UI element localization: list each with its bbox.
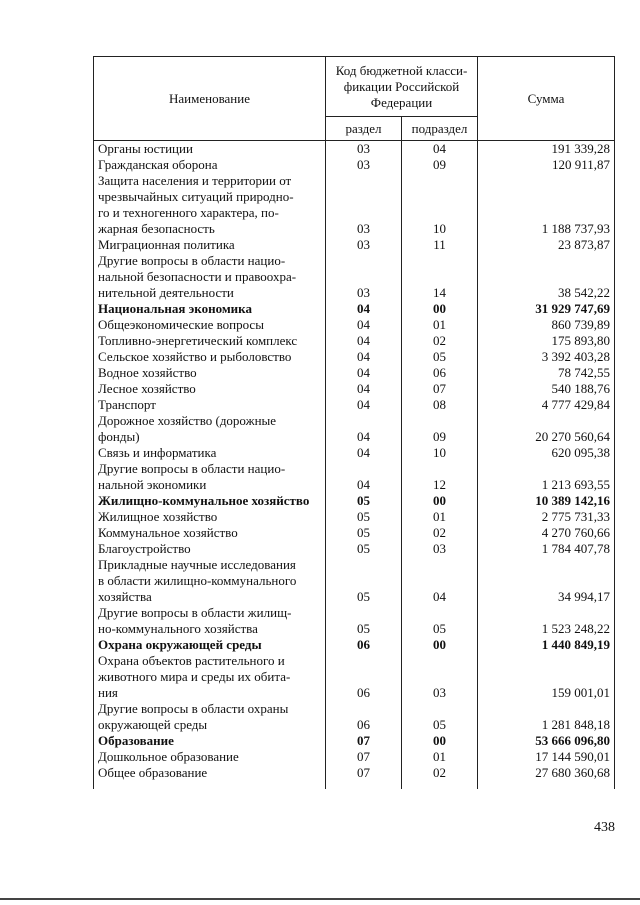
row-subsection: 01 xyxy=(402,317,478,333)
row-sum: 1 440 849,19 xyxy=(478,637,615,653)
row-name-line: Сельское хозяйство и рыболовство xyxy=(98,349,292,364)
row-section: 04 xyxy=(326,365,402,381)
row-name xyxy=(94,317,326,333)
row-section: 03 xyxy=(326,253,402,301)
row-name-line: Водное хозяйство xyxy=(98,365,197,380)
row-name-line: Лесное хозяйство xyxy=(98,381,196,396)
row-name xyxy=(94,653,326,701)
table-row xyxy=(94,253,615,301)
row-subsection: 05 xyxy=(402,701,478,733)
row-name-line: ния xyxy=(98,685,118,700)
row-subsection: 04 xyxy=(402,141,478,158)
row-subsection: 02 xyxy=(402,333,478,349)
row-name-line: Миграционная политика xyxy=(98,237,235,252)
row-name-line: Жилищно-коммунальное хозяйство xyxy=(98,493,310,508)
row-name xyxy=(94,141,326,158)
row-name xyxy=(94,541,326,557)
row-name xyxy=(94,333,326,349)
row-name-line: Другие вопросы в области охраны xyxy=(98,701,289,716)
row-section: 06 xyxy=(326,637,402,653)
row-subsection: 03 xyxy=(402,541,478,557)
row-name-line: Коммунальное хозяйство xyxy=(98,525,238,540)
table-row xyxy=(94,557,615,605)
row-name-line: Жилищное хозяйство xyxy=(98,509,218,524)
row-section: 05 xyxy=(326,509,402,525)
row-sum: 23 873,87 xyxy=(478,237,615,253)
header-code-line: фикации Российской xyxy=(343,78,460,94)
table-row xyxy=(94,541,615,557)
row-name xyxy=(94,637,326,653)
table-row xyxy=(94,461,615,493)
table-row xyxy=(94,301,615,317)
row-name xyxy=(94,701,326,733)
row-subsection: 04 xyxy=(402,557,478,605)
row-subsection: 07 xyxy=(402,381,478,397)
table-row xyxy=(94,173,615,237)
row-name-line: Транспорт xyxy=(98,397,156,412)
row-name-line: Защита населения и территории от xyxy=(98,173,292,188)
row-sum: 1 523 248,22 xyxy=(478,605,615,637)
row-name-line: фонды) xyxy=(98,429,140,444)
table-row xyxy=(94,237,615,253)
row-sum: 31 929 747,69 xyxy=(478,301,615,317)
row-subsection: 01 xyxy=(402,749,478,765)
row-name-line: Другие вопросы в области жилищ- xyxy=(98,605,292,620)
row-name-line: Общеэкономические вопросы xyxy=(98,317,264,332)
row-subsection: 00 xyxy=(402,733,478,749)
row-subsection: 02 xyxy=(402,525,478,541)
row-name-line: Охрана объектов растительного и xyxy=(98,653,285,668)
row-sum: 860 739,89 xyxy=(478,317,615,333)
row-name-line: окружающей среды xyxy=(98,717,208,732)
row-sum: 1 213 693,55 xyxy=(478,461,615,493)
row-name-line: Охрана окружающей среды xyxy=(98,637,262,652)
table-row xyxy=(94,141,615,158)
row-subsection: 05 xyxy=(402,349,478,365)
table-row xyxy=(94,509,615,525)
row-section: 05 xyxy=(326,605,402,637)
row-section: 05 xyxy=(326,493,402,509)
row-name xyxy=(94,173,326,237)
row-subsection: 06 xyxy=(402,365,478,381)
row-subsection: 09 xyxy=(402,413,478,445)
row-name-line: нительной деятельности xyxy=(98,285,234,300)
row-sum: 53 666 096,80 xyxy=(478,733,615,749)
row-name xyxy=(94,301,326,317)
row-name xyxy=(94,557,326,605)
row-section: 04 xyxy=(326,317,402,333)
table-row xyxy=(94,653,615,701)
row-name-line: Прикладные научные исследования xyxy=(98,557,296,572)
row-section: 04 xyxy=(326,381,402,397)
row-sum: 191 339,28 xyxy=(478,141,615,158)
row-sum: 17 144 590,01 xyxy=(478,749,615,765)
row-name-line: нальной безопасности и правоохра- xyxy=(98,269,297,284)
table-row xyxy=(94,765,615,781)
row-section: 04 xyxy=(326,445,402,461)
budget-table xyxy=(93,56,615,789)
row-name-line: Органы юстиции xyxy=(98,141,193,156)
row-name-line: в области жилищно-коммунального xyxy=(98,573,297,588)
row-sum: 3 392 403,28 xyxy=(478,349,615,365)
row-name xyxy=(94,493,326,509)
table-row xyxy=(94,445,615,461)
row-name xyxy=(94,365,326,381)
row-name xyxy=(94,765,326,781)
row-name xyxy=(94,525,326,541)
row-sum: 540 188,76 xyxy=(478,381,615,397)
table-row xyxy=(94,317,615,333)
row-section: 04 xyxy=(326,349,402,365)
row-subsection: 00 xyxy=(402,637,478,653)
table-row xyxy=(94,381,615,397)
row-name-line: Благоустройство xyxy=(98,541,191,556)
row-name-line: хозяйства xyxy=(98,589,152,604)
row-sum: 1 281 848,18 xyxy=(478,701,615,733)
spacer-cell xyxy=(94,781,326,789)
row-name xyxy=(94,157,326,173)
row-name-line: Дорожное хозяйство (дорожные xyxy=(98,413,277,428)
row-subsection: 09 xyxy=(402,157,478,173)
row-section: 07 xyxy=(326,749,402,765)
row-sum: 4 270 760,66 xyxy=(478,525,615,541)
row-name xyxy=(94,445,326,461)
table-row xyxy=(94,701,615,733)
row-sum: 38 542,22 xyxy=(478,253,615,301)
table-row xyxy=(94,365,615,381)
row-section: 04 xyxy=(326,301,402,317)
row-name-line: нальной экономики xyxy=(98,477,207,492)
row-name-line: Топливно-энергетический комплекс xyxy=(98,333,298,348)
table-row xyxy=(94,749,615,765)
row-sum: 27 680 360,68 xyxy=(478,765,615,781)
row-sum: 1 784 407,78 xyxy=(478,541,615,557)
row-sum: 1 188 737,93 xyxy=(478,173,615,237)
header-sum: Сумма xyxy=(478,57,615,141)
row-section: 06 xyxy=(326,701,402,733)
table-row xyxy=(94,157,615,173)
row-name xyxy=(94,413,326,445)
header-code-line: Федерации xyxy=(370,94,433,110)
row-subsection: 10 xyxy=(402,445,478,461)
row-name xyxy=(94,509,326,525)
row-section: 03 xyxy=(326,237,402,253)
bottom-rule xyxy=(0,898,640,900)
row-subsection: 01 xyxy=(402,509,478,525)
row-sum: 120 911,87 xyxy=(478,157,615,173)
row-sum: 20 270 560,64 xyxy=(478,413,615,445)
row-name xyxy=(94,349,326,365)
row-sum: 159 001,01 xyxy=(478,653,615,701)
row-name-line: Дошкольное образование xyxy=(98,749,239,764)
row-name xyxy=(94,253,326,301)
row-section: 05 xyxy=(326,525,402,541)
row-section: 07 xyxy=(326,733,402,749)
table-row xyxy=(94,397,615,413)
row-subsection: 05 xyxy=(402,605,478,637)
row-subsection: 10 xyxy=(402,173,478,237)
spacer-cell xyxy=(478,781,615,789)
row-name-line: чрезвычайных ситуаций природно- xyxy=(98,189,294,204)
row-sum: 78 742,55 xyxy=(478,365,615,381)
row-name-line: Национальная экономика xyxy=(98,301,252,316)
row-subsection: 08 xyxy=(402,397,478,413)
row-section: 03 xyxy=(326,141,402,158)
row-name xyxy=(94,237,326,253)
row-section: 04 xyxy=(326,397,402,413)
row-section: 03 xyxy=(326,173,402,237)
row-name-line: Связь и информатика xyxy=(98,445,217,460)
page-number: 438 xyxy=(594,820,615,835)
row-section: 04 xyxy=(326,333,402,349)
table-row xyxy=(94,525,615,541)
row-name xyxy=(94,381,326,397)
row-subsection: 11 xyxy=(402,237,478,253)
header-code-group xyxy=(326,57,478,117)
header-section: раздел xyxy=(326,117,402,141)
row-name-line: го и техногенного характера, по- xyxy=(98,205,279,220)
row-name-line: Другие вопросы в области нацио- xyxy=(98,253,286,268)
spacer-cell xyxy=(326,781,402,789)
table-body xyxy=(94,141,615,790)
table-row xyxy=(94,493,615,509)
row-name-line: животного мира и среды их обита- xyxy=(98,669,291,684)
row-subsection: 03 xyxy=(402,653,478,701)
row-name-line: Образование xyxy=(98,733,174,748)
row-name xyxy=(94,461,326,493)
header-subsection: подраздел xyxy=(402,117,478,141)
row-sum: 175 893,80 xyxy=(478,333,615,349)
row-name-line: Общее образование xyxy=(98,765,208,780)
row-section: 07 xyxy=(326,765,402,781)
row-subsection: 02 xyxy=(402,765,478,781)
row-section: 06 xyxy=(326,653,402,701)
row-name xyxy=(94,605,326,637)
table-row xyxy=(94,637,615,653)
row-subsection: 12 xyxy=(402,461,478,493)
spacer-cell xyxy=(402,781,478,789)
row-name-line: Другие вопросы в области нацио- xyxy=(98,461,286,476)
row-sum: 34 994,17 xyxy=(478,557,615,605)
row-section: 03 xyxy=(326,157,402,173)
table-row xyxy=(94,349,615,365)
row-subsection: 14 xyxy=(402,253,478,301)
row-sum: 2 775 731,33 xyxy=(478,509,615,525)
row-sum: 4 777 429,84 xyxy=(478,397,615,413)
row-subsection: 00 xyxy=(402,301,478,317)
row-name-line: но-коммунального хозяйства xyxy=(98,621,258,636)
table-row xyxy=(94,413,615,445)
row-section: 05 xyxy=(326,541,402,557)
row-sum: 10 389 142,16 xyxy=(478,493,615,509)
row-name xyxy=(94,733,326,749)
row-name xyxy=(94,397,326,413)
table-row xyxy=(94,733,615,749)
row-section: 04 xyxy=(326,461,402,493)
row-name xyxy=(94,749,326,765)
table-row xyxy=(94,333,615,349)
row-subsection: 00 xyxy=(402,493,478,509)
row-section: 04 xyxy=(326,413,402,445)
row-sum: 620 095,38 xyxy=(478,445,615,461)
table-bottom-spacer xyxy=(94,781,615,789)
row-section: 05 xyxy=(326,557,402,605)
header-name: Наименование xyxy=(94,57,326,141)
row-name-line: Гражданская оборона xyxy=(98,157,218,172)
row-name-line: жарная безопасность xyxy=(98,221,215,236)
table-header xyxy=(94,57,615,141)
table-row xyxy=(94,605,615,637)
header-code-line: Код бюджетной класси- xyxy=(335,62,468,78)
